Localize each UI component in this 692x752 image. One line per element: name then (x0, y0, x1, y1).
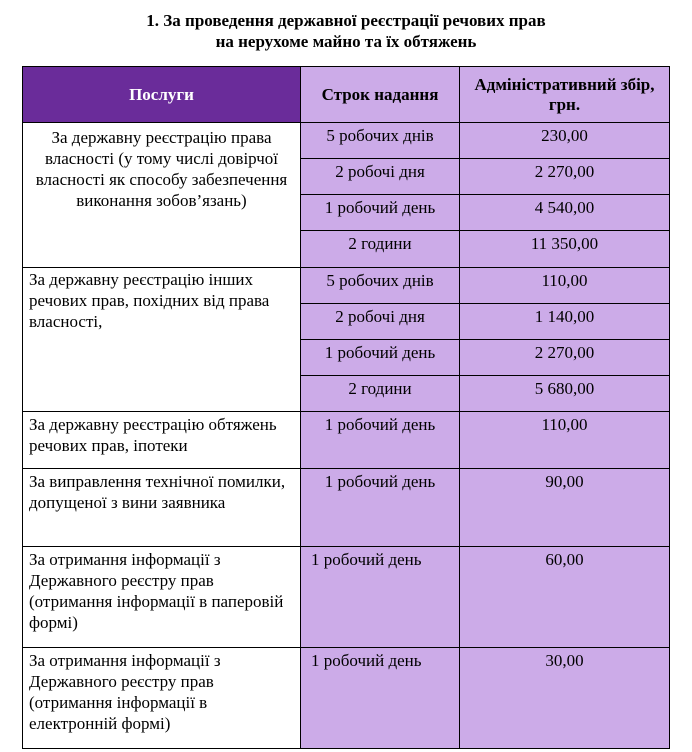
term-cell: 1 робочий день (301, 195, 460, 231)
header-service: Послуги (23, 67, 301, 123)
fee-cell: 110,00 (460, 412, 670, 469)
table-row (23, 648, 670, 749)
fee-cell: 90,00 (460, 469, 670, 547)
table-row (23, 547, 670, 648)
term-cell: 5 робочих днів (301, 268, 460, 304)
term-cell: 1 робочий день (301, 340, 460, 376)
header-term: Строк надання (301, 67, 460, 123)
term-cell: 1 робочий день (301, 648, 460, 749)
service-cell: За державну реєстрацію інших речових прав, похідних від права власності, (23, 268, 301, 412)
table-row (23, 123, 670, 159)
service-cell: За отримання інформації з Державного реєстру прав (отримання інформації в паперовій формі) (23, 547, 301, 648)
fee-cell: 2 270,00 (460, 159, 670, 195)
fee-cell: 60,00 (460, 547, 670, 648)
fee-cell: 11 350,00 (460, 231, 670, 268)
table-header-row (23, 67, 670, 123)
service-cell: За отримання інформації з Державного реєстру прав (отримання інформації в електронній формі) (23, 648, 301, 749)
title-line-2: на нерухоме майно та їх обтяжень (215, 32, 477, 51)
fee-cell: 30,00 (460, 648, 670, 749)
fees-table (22, 66, 670, 749)
header-fee: Адміністративний збір, грн. (460, 67, 670, 123)
table-row (23, 268, 670, 304)
fee-cell: 5 680,00 (460, 376, 670, 412)
title-line-1: 1. За проведення державної реєстрації речових прав (146, 11, 546, 30)
fee-cell: 2 270,00 (460, 340, 670, 376)
table-row (23, 469, 670, 547)
term-cell: 1 робочий день (301, 469, 460, 547)
term-cell: 2 години (301, 231, 460, 268)
term-cell: 5 робочих днів (301, 123, 460, 159)
term-cell: 2 робочі дня (301, 159, 460, 195)
term-cell: 2 години (301, 376, 460, 412)
fee-cell: 110,00 (460, 268, 670, 304)
service-cell: За державну реєстрацію обтяжень речових прав, іпотеки (23, 412, 301, 469)
term-cell: 1 робочий день (301, 547, 460, 648)
fee-cell: 4 540,00 (460, 195, 670, 231)
fee-cell: 230,00 (460, 123, 670, 159)
document-title (0, 10, 692, 52)
fee-cell: 1 140,00 (460, 304, 670, 340)
term-cell: 1 робочий день (301, 412, 460, 469)
term-cell: 2 робочі дня (301, 304, 460, 340)
service-cell: За виправлення технічної помилки, допущеної з вини заявника (23, 469, 301, 547)
service-cell: За державну реєстрацію права власності (у тому числі довірчої власності як способу забезпечення виконання зобов’язань) (23, 123, 301, 268)
table-row (23, 412, 670, 469)
